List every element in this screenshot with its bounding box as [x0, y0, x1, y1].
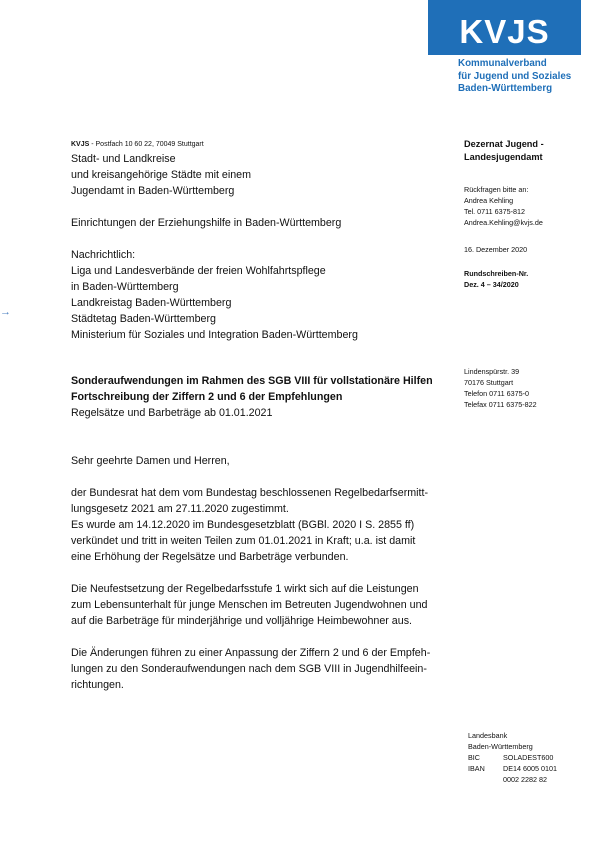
circular-label: Rundschreiben-Nr.	[464, 269, 529, 278]
address-line: Telefax 0711 6375-822	[464, 400, 537, 409]
sender-address: - Postfach 10 60 22, 70049 Stuttgart	[89, 141, 204, 148]
paragraph-line: Es wurde am 14.12.2020 im Bundesgesetzblatt (BGBl. 2020 I S. 2855 ff)	[71, 519, 415, 531]
recipient-block	[71, 151, 358, 343]
iban-row	[468, 763, 557, 774]
bank-name: Landesbank	[468, 731, 508, 740]
paragraph-line: Die Änderungen führen zu einer Anpassung der Ziffern 2 und 6 der Empfeh-	[71, 647, 431, 659]
department-line: Dezernat Jugend -	[464, 139, 544, 149]
salutation: Sehr geehrte Damen und Herren,	[71, 455, 230, 467]
iban-value-cont: 0002 2282 82	[503, 775, 547, 784]
recipient-line: Stadt- und Landkreise	[71, 153, 176, 165]
recipient-spacer	[71, 199, 358, 215]
circular-number	[464, 268, 528, 290]
office-address	[464, 366, 537, 410]
bic-row	[468, 752, 557, 763]
recipient-spacer	[71, 231, 358, 247]
paragraph-line: zum Lebensunterhalt für junge Menschen im Betreuten Jugendwohnen und	[71, 599, 428, 611]
address-line: Telefon 0711 6375-0	[464, 389, 530, 398]
recipient-line: in Baden-Württemberg	[71, 281, 179, 293]
contact-line: Rückfragen bitte an:	[464, 185, 529, 194]
paragraph-line: lungsgesetz 2021 am 27.11.2020 zugestimmt.	[71, 503, 289, 515]
iban-label: IBAN	[468, 764, 485, 773]
paragraph-line: richtungen.	[71, 679, 124, 691]
recipient-line: Städtetag Baden-Württemberg	[71, 313, 216, 325]
address-line: 70176 Stuttgart	[464, 378, 514, 387]
paragraph	[71, 485, 461, 565]
paragraph	[71, 581, 461, 629]
paragraph-line: der Bundesrat hat dem vom Bundestag beschlossenen Regelbedarfsermitt-	[71, 487, 429, 499]
contact-phone: Tel. 0711 6375-812	[464, 207, 526, 216]
letter-date: 16. Dezember 2020	[464, 245, 528, 254]
paragraph-line: Die Neufestsetzung der Regelbedarfsstufe 1 wirkt sich auf die Leistungen	[71, 583, 419, 595]
recipient-line: Liga und Landesverbände der freien Wohlfahrtspflege	[71, 265, 326, 277]
recipient-line: Nachrichtlich:	[71, 249, 136, 261]
bank-name: Baden-Württemberg	[468, 742, 533, 751]
paragraph-line: verkündet und tritt in weiten Teilen zum 01.01.2021 in Kraft; u.a. ist damit	[71, 535, 416, 547]
paragraph-line: lungen zu den Sonderaufwendungen nach dem SGB VIII in Jugendhilfeein-	[71, 663, 427, 675]
logo-wordmark: KVJS	[459, 13, 550, 50]
logo-subtitle	[458, 58, 571, 96]
paragraph-line: auf die Barbeträge für minderjährige und volljährige Heimbewohner aus.	[71, 615, 413, 627]
bank-details	[468, 730, 557, 785]
bic-value: SOLADEST600	[503, 753, 554, 762]
contact-block	[464, 184, 543, 228]
contact-email: Andrea.Kehling@kvjs.de	[464, 218, 543, 227]
sender-org: KVJS	[71, 141, 90, 148]
recipient-line: Landkreistag Baden-Württemberg	[71, 297, 232, 309]
subject-subtitle: Fortschreibung der Ziffern 2 und 6 der Empfehlungen	[71, 391, 343, 403]
letter-body	[71, 453, 461, 709]
sender-line	[71, 140, 204, 149]
recipient-line: Ministerium für Soziales und Integration Baden-Württemberg	[71, 329, 358, 341]
subject-detail: Regelsätze und Barbeträge ab 01.01.2021	[71, 407, 273, 419]
subject-block	[71, 373, 433, 421]
recipient-line: Einrichtungen der Erziehungshilfe in Baden-Württemberg	[71, 217, 342, 229]
recipient-line: und kreisangehörige Städte mit einem	[71, 169, 252, 181]
iban-value: DE14 6005 0101	[503, 764, 557, 773]
iban-row-cont	[468, 774, 557, 785]
fold-mark-icon: →	[0, 306, 11, 318]
contact-name: Andrea Kehling	[464, 196, 514, 205]
circular-value: Dez. 4 – 34/2020	[464, 280, 519, 289]
logo-subtitle-line: Baden-Württemberg	[458, 83, 553, 94]
paragraph	[71, 645, 461, 693]
paragraph-line: eine Erhöhung der Regelsätze und Barbeträge verbunden.	[71, 551, 349, 563]
logo-subtitle-line: für Jugend und Soziales	[458, 70, 572, 82]
department-line: Landesjugendamt	[464, 152, 543, 162]
kvjs-logo	[428, 0, 581, 55]
department	[464, 138, 544, 164]
bic-label: BIC	[468, 753, 480, 762]
recipient-line: Jugendamt in Baden-Württemberg	[71, 185, 235, 197]
logo-subtitle-line: Kommunalverband	[458, 58, 547, 69]
subject-title: Sonderaufwendungen im Rahmen des SGB VIII für vollstationäre Hilfen	[71, 375, 433, 387]
address-line: Lindenspürstr. 39	[464, 367, 520, 376]
